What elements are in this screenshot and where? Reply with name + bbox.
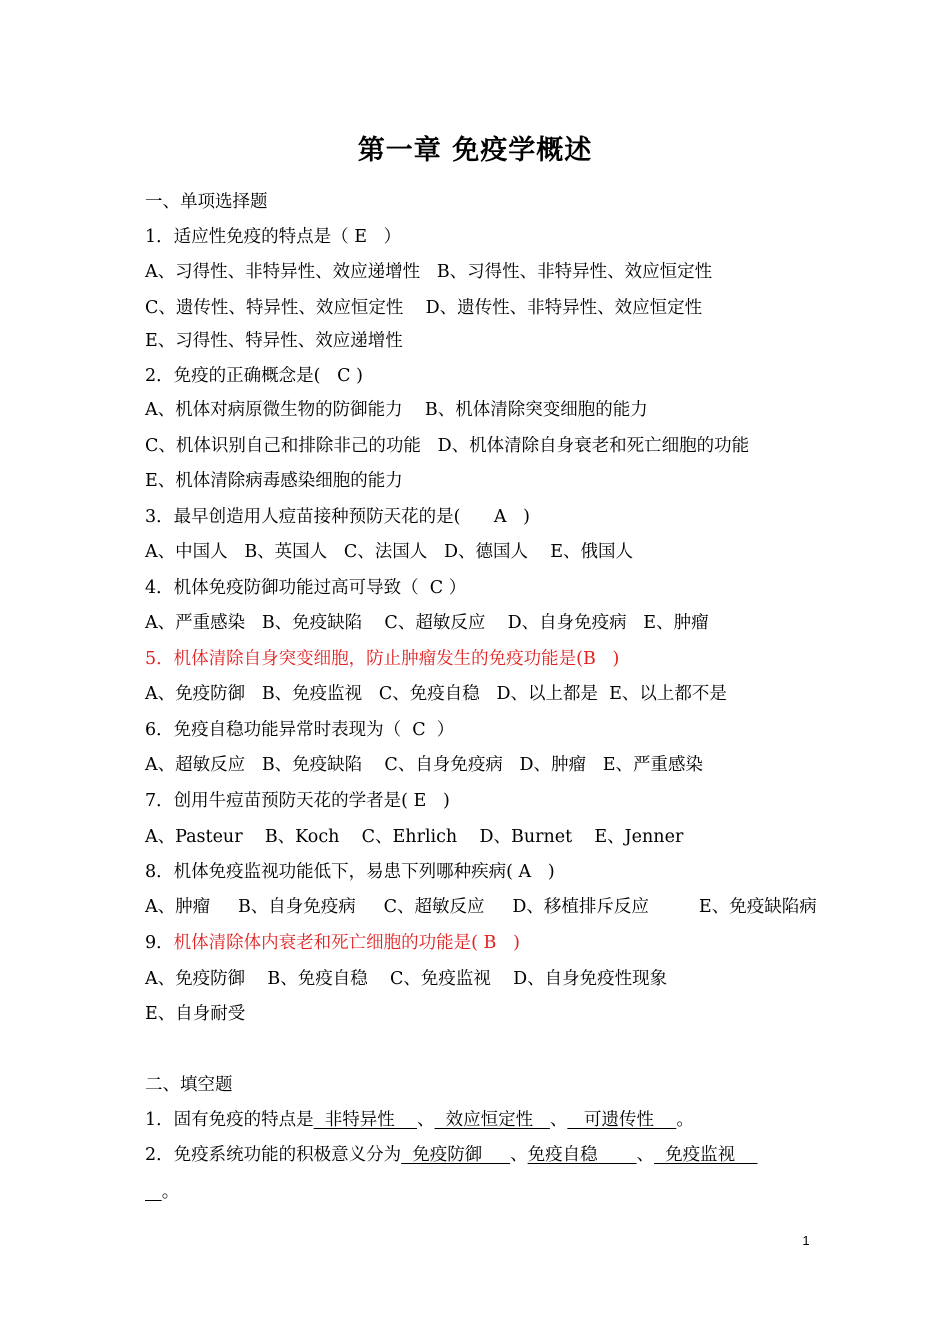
section2-heading: 二、填空题 [145, 1075, 233, 1095]
q2-options-1: A、机体对病原微生物的防御能力 B、机体清除突变细胞的能力 [145, 400, 648, 420]
q1-options-3: E、习得性、特异性、效应递增性 [145, 331, 403, 351]
fill-q2-blank-3: 免疫监视 [654, 1145, 758, 1165]
q1-stem: 1．适应性免疫的特点是（ E ） [145, 227, 402, 247]
fill-q1-sep-1: 、 [417, 1110, 435, 1130]
q6-stem: 6．免疫自稳功能异常时表现为（ C ） [145, 720, 455, 740]
q3-options-1: A、中国人 B、英国人 C、法国人 D、德国人 E、俄国人 [145, 542, 634, 562]
page-number: 1 [802, 1233, 810, 1248]
q9-options-1: A、免疫防御 B、免疫自稳 C、免疫监视 D、自身免疫性现象 [145, 969, 668, 989]
fill-q1-blank-1: 非特异性 [313, 1110, 418, 1130]
chapter-title: 第一章 免疫学概述 [357, 135, 593, 166]
q8-options-1: A、肿瘤 B、自身免疫病 C、超敏反应 D、移植排斥反应 E、免疫缺陷病 [145, 897, 817, 917]
fill-q2-blank-1: 免疫防御 [401, 1145, 511, 1165]
fill-q2-wrap-blank [145, 1182, 162, 1202]
fill-q2-sep-2: 、 [636, 1145, 655, 1165]
q1-options-1: A、习得性、非特异性、效应递增性 B、习得性、非特异性、效应恒定性 [145, 262, 713, 282]
fill-q1 [145, 1108, 835, 1132]
q7-options-1: A、Pasteur B、Koch C、Ehrlich D、Burnet E、Jenner [145, 827, 684, 847]
q4-stem: 4．机体免疫防御功能过高可导致（ C ） [145, 578, 467, 598]
q5-stem: 5．机体清除自身突变细胞，防止肿瘤发生的免疫功能是(B ) [145, 649, 620, 669]
q2-stem: 2．免疫的正确概念是( C ) [145, 366, 363, 386]
fill-q2-end: 。 [161, 1182, 180, 1202]
fill-q2-blank-2: 免疫自稳 [527, 1145, 637, 1165]
q9-options-2: E、自身耐受 [145, 1004, 246, 1024]
q3-stem: 3．最早创造用人痘苗接种预防天花的是( A ) [145, 507, 530, 527]
fill-q2-sep-1: 、 [510, 1145, 528, 1165]
fill-q2-prefix: 2．免疫系统功能的积极意义分为 [145, 1145, 402, 1165]
q2-options-2: C、机体识别自己和排除非己的功能 D、机体清除自身衰老和死亡细胞的功能 [145, 436, 750, 456]
q5-options-1: A、免疫防御 B、免疫监视 C、免疫自稳 D、以上都是 E、以上都不是 [145, 684, 727, 704]
q6-options-1: A、超敏反应 B、免疫缺陷 C、自身免疫病 D、肿瘤 E、严重感染 [145, 755, 704, 775]
q8-stem: 8．机体免疫监视功能低下，易患下列哪种疾病( A ) [145, 862, 555, 882]
section1-heading: 一、单项选择题 [145, 192, 268, 212]
q2-options-3: E、机体清除病毒感染细胞的能力 [145, 471, 403, 491]
q9-stem-text: 机体清除体内衰老和死亡细胞的功能是( B ) [173, 933, 520, 953]
q7-stem: 7．创用牛痘苗预防天花的学者是( E ) [145, 791, 450, 811]
fill-q1-blank-2: 效应恒定性 [434, 1110, 550, 1130]
fill-q1-blank-3: 可遗传性 [567, 1110, 677, 1130]
fill-q2 [145, 1143, 835, 1167]
q9-number: 9． [145, 933, 174, 953]
q9-stem [145, 931, 835, 955]
fill-q1-prefix: 1．固有免疫的特点是 [145, 1110, 314, 1130]
fill-q1-sep-2: 、 [549, 1110, 568, 1130]
q1-options-2: C、遗传性、特异性、效应恒定性 D、遗传性、非特异性、效应恒定性 [145, 298, 703, 318]
fill-q2-continued [145, 1180, 835, 1204]
fill-q1-end: 。 [676, 1110, 694, 1130]
q4-options-1: A、严重感染 B、免疫缺陷 C、超敏反应 D、自身免疫病 E、肿瘤 [145, 613, 709, 633]
